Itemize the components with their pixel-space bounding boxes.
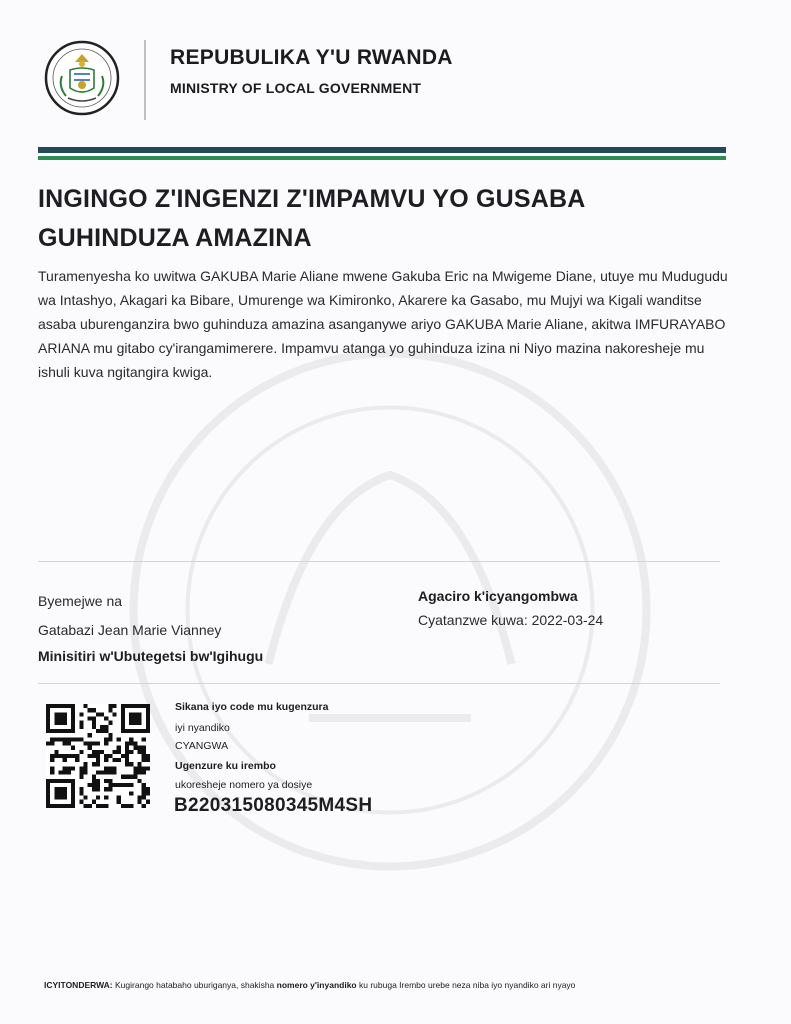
section-divider: [38, 561, 720, 562]
footer-bold: nomero y'inyandiko: [276, 980, 357, 990]
document-validity-label: Agaciro k'icyangombwa: [418, 588, 578, 604]
issue-date: Cyatanzwe kuwa: 2022-03-24: [418, 612, 604, 628]
verify-instruction-1: Sikana iyo code mu kugenzura: [175, 701, 329, 713]
footer-label: ICYITONDERWA:: [44, 980, 113, 990]
footer-note: [44, 980, 575, 990]
approver-title: Minisitiri w'Ubutegetsi bw'Igihugu: [38, 648, 264, 664]
qr-code-icon[interactable]: [44, 704, 152, 808]
document-body: Turamenyesha ko uwitwa GAKUBA Marie Aliane mwene Gakuba Eric na Mwigeme Diane, utuye mu Mudugudu wa Intashyo, Akagari ka Bibare, Umurenge wa Kimironko, Akarere ka Gasabo, mu Mujyi wa Kigali wanditse asaba uburenganzira bwo guhinduza amazina asanganywe ariyo GAKUBA Marie Aliane, akitwa IMFURAYABO ARIANA mu gitabo cy'irangamimerere. Impamvu atanga yo guhinduza izina ni Niyo mazina nakoresheje mu ishuli kuva ngitangira kwiga.: [38, 268, 728, 380]
verify-instruction-2: iyi nyandiko: [175, 722, 230, 734]
header-band-dark: [38, 147, 726, 153]
section-divider: [38, 683, 720, 684]
ministry-subtitle: MINISTRY OF LOCAL GOVERNMENT: [170, 80, 422, 96]
approved-by-label: Byemejwe na: [38, 593, 123, 609]
approver-name: Gatabazi Jean Marie Vianney: [38, 622, 222, 638]
footer-text-a: Kugirango hatabaho uburiganya, shakisha: [115, 980, 275, 990]
verify-or: CYANGWA: [175, 740, 229, 752]
header-divider: [144, 40, 146, 120]
file-number: B220315080345M4SH: [174, 795, 373, 816]
rwanda-coat-of-arms-icon: [44, 40, 120, 116]
republic-title: REPUBULIKA Y'U RWANDA: [170, 46, 453, 69]
footer-text-b: ku rubuga Irembo urebe neza niba iyo nyandiko ari nyayo: [358, 980, 576, 990]
header-band-green: [38, 156, 726, 160]
document-title: INGINGO Z'INGENZI Z'IMPAMVU YO GUSABA GUHINDUZA AMAZINA: [38, 185, 585, 252]
verify-instruction-4: ukoresheje nomero ya dosiye: [175, 779, 313, 791]
verify-instruction-3: Ugenzure ku irembo: [175, 760, 276, 772]
